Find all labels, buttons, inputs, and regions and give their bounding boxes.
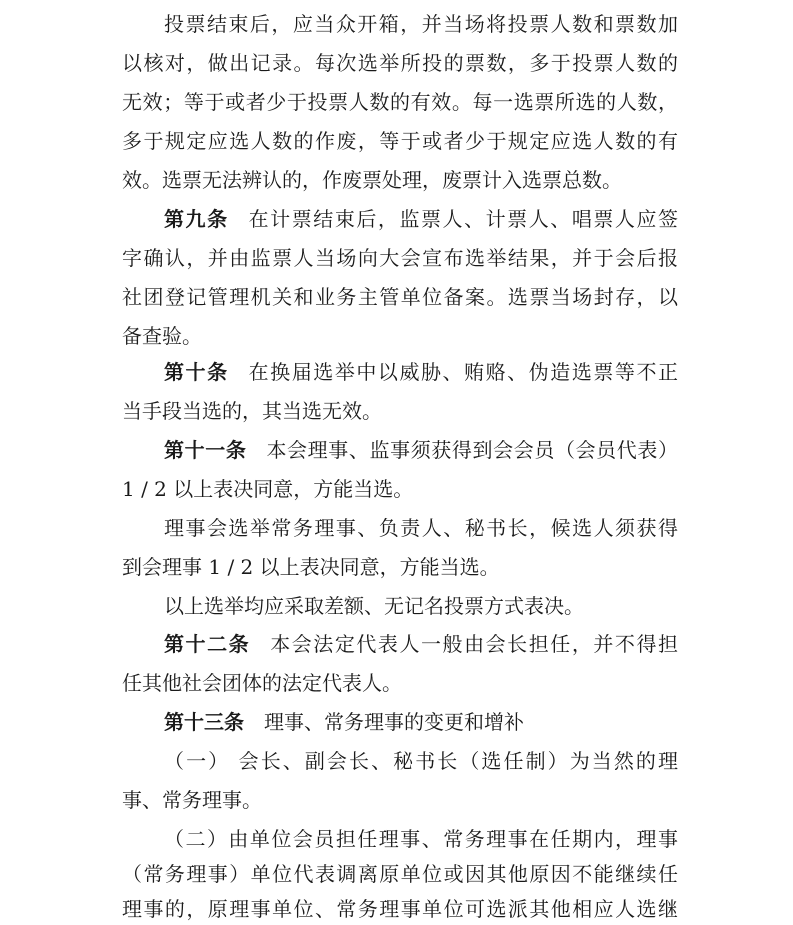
article-heading: 第十二条	[164, 632, 251, 656]
text-line: 以上选举均应采取差额、无记名投票方式表决。	[164, 594, 584, 618]
article-heading: 第十条	[164, 360, 229, 384]
text-line: 备查验。	[122, 324, 202, 348]
text-line: 投票结束后，应当众开箱，并当场将投票人数和票数加	[164, 12, 678, 36]
text-line: 以核对，做出记录。每次选举所投的票数，多于投票人数的	[122, 51, 678, 75]
text-line: 社团登记管理机关和业务主管单位备案。选票当场封存，以	[122, 285, 678, 309]
text-line: 事、常务理事。	[122, 788, 262, 812]
article-line: 第十一条 本会理事、监事须获得到会会员（会员代表）	[164, 438, 678, 462]
text-line: （常务理事）单位代表调离原单位或因其他原因不能继续任	[122, 862, 678, 886]
text-line: 字确认，并由监票人当场向大会宣布选举结果，并于会后报	[122, 246, 678, 270]
text-line: 多于规定应选人数的作废，等于或者少于规定应选人数的有	[122, 129, 678, 153]
article-line: 第十条 在换届选举中以威胁、贿赂、伪造选票等不正	[164, 360, 678, 384]
text-line: （二）由单位会员担任理事、常务理事在任期内，理事	[164, 827, 678, 851]
text-line: 理事的，原理事单位、常务理事单位可选派其他相应人选继	[122, 897, 678, 921]
text-line: （一） 会长、副会长、秘书长（选任制）为当然的理	[164, 749, 678, 773]
article-line: 第九条 在计票结束后，监票人、计票人、唱票人应签	[164, 207, 678, 231]
article-line: 第十二条 本会法定代表人一般由会长担任，并不得担	[164, 632, 678, 656]
text-line: 效。选票无法辨认的，作废票处理，废票计入选票总数。	[122, 168, 622, 192]
article-line: 第十三条 理事、常务理事的变更和增补	[164, 710, 524, 734]
text-line: 无效；等于或者少于投票人数的有效。每一选票所选的人数，	[122, 90, 678, 114]
text-line: 到会理事 1 / 2 以上表决同意，方能当选。	[122, 555, 500, 579]
article-heading: 第九条	[164, 207, 229, 231]
text-line: 1 / 2 以上表决同意，方能当选。	[122, 477, 414, 501]
text-line: 当手段当选的，其当选无效。	[122, 399, 382, 423]
text-line: 任其他社会团体的法定代表人。	[122, 671, 402, 695]
text-line: 理事会选举常务理事、负责人、秘书长，候选人须获得	[164, 516, 678, 540]
article-heading: 第十三条	[164, 710, 244, 734]
article-heading: 第十一条	[164, 438, 247, 462]
